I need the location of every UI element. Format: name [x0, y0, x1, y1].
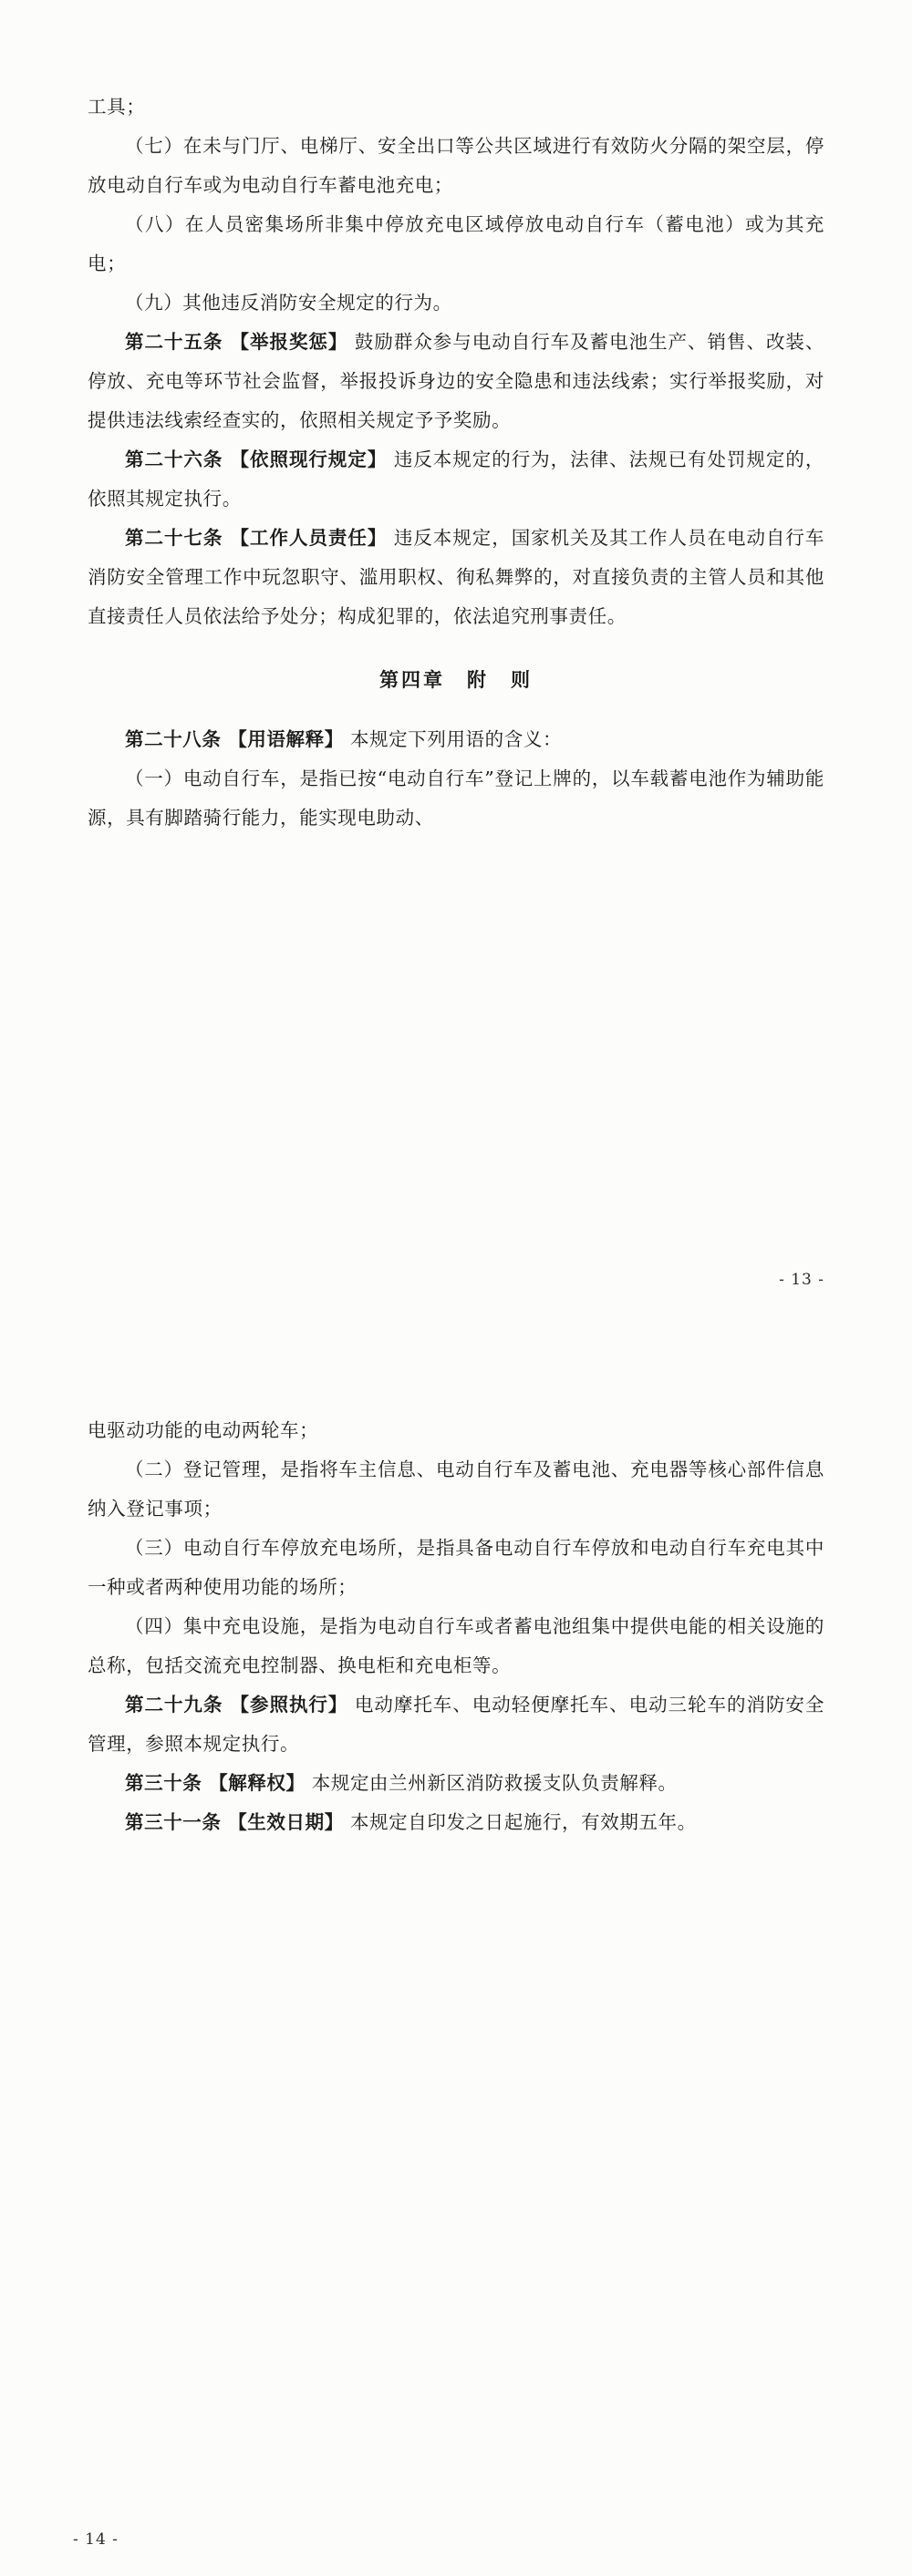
paragraph: 电驱动功能的电动两轮车； [88, 1419, 319, 1441]
article-text: 本规定由兰州新区消防救援支队负责解释。 [305, 1772, 678, 1794]
article-label: 第二十六条 【依照现行规定】 [125, 448, 388, 470]
page-number: - 13 - [779, 1271, 824, 1289]
article-text: 违反本规定的行为，法律、法规已有处罚规定的，依照其规定执行。 [88, 448, 824, 510]
article-label: 第三十条 【解释权】 [125, 1772, 306, 1794]
paragraph-article-29 [88, 1685, 824, 1764]
paragraph: （二）登记管理，是指将车主信息、电动自行车及蓄电池、充电器等核心部件信息纳入登记事项； [88, 1458, 824, 1520]
article-text: 电动摩托车、电动轻便摩托车、电动三轮车的消防安全管理，参照本规定执行。 [88, 1694, 824, 1755]
paragraph: （三）电动自行车停放充电场所，是指具备电动自行车停放和电动自行车充电其中一种或者两种使用功能的场所； [88, 1537, 824, 1598]
article-label: 第二十七条 【工作人员责任】 [125, 527, 388, 549]
paragraph-article-26 [88, 440, 824, 519]
article-text: 本规定下列用语的含义： [343, 728, 563, 750]
article-text: 鼓励群众参与电动自行车及蓄电池生产、销售、改装、停放、充电等环节社会监督，举报投诉身边的安全隐患和违法线索；实行举报奖励，对提供违法线索经查实的，依照相关规定予予奖励。 [88, 331, 824, 431]
article-label: 第二十八条 【用语解释】 [125, 728, 344, 750]
paragraph-article-27 [88, 519, 824, 636]
article-text: 违反本规定，国家机关及其工作人员在电动自行车消防安全管理工作中玩忽职守、滥用职权、徇私舞弊的，对直接负责的主管人员和其他直接责任人员依法给予处分；构成犯罪的，依法追究刑事责任。 [88, 527, 824, 627]
paragraph-article-28 [88, 720, 824, 759]
paragraph-article-25 [88, 323, 824, 440]
document-page-14 [0, 1324, 912, 2576]
paragraph: 工具； [88, 96, 146, 118]
paragraph: （四）集中充电设施，是指为电动自行车或者蓄电池组集中提供电能的相关设施的总称，包括交流充电控制器、换电柜和充电柜等。 [88, 1615, 824, 1676]
article-label: 第三十一条 【生效日期】 [125, 1811, 344, 1833]
article-label: 第二十五条 【举报奖惩】 [125, 331, 348, 353]
page-number: - 14 - [73, 2530, 119, 2549]
paragraph: （九）其他违反消防安全规定的行为。 [125, 292, 452, 314]
article-text: 本规定自印发之日起施行，有效期五年。 [343, 1811, 697, 1833]
chapter-heading: 第四章 附 则 [379, 668, 533, 691]
paragraph-article-31 [88, 1803, 824, 1842]
paragraph: （七）在未与门厅、电梯厅、安全出口等公共区域进行有效防火分隔的架空层，停放电动自行车或为电动自行车蓄电池充电； [88, 135, 824, 196]
paragraph: （八）在人员密集场所非集中停放充电区域停放电动自行车（蓄电池）或为其充电； [88, 213, 824, 274]
article-label: 第二十九条 【参照执行】 [125, 1694, 348, 1716]
paragraph: （一）电动自行车，是指已按“电动自行车”登记上牌的，以车载蓄电池作为辅助能源，具有脚踏骑行能力，能实现电助动、 [88, 768, 824, 829]
paragraph-article-30 [88, 1764, 824, 1803]
